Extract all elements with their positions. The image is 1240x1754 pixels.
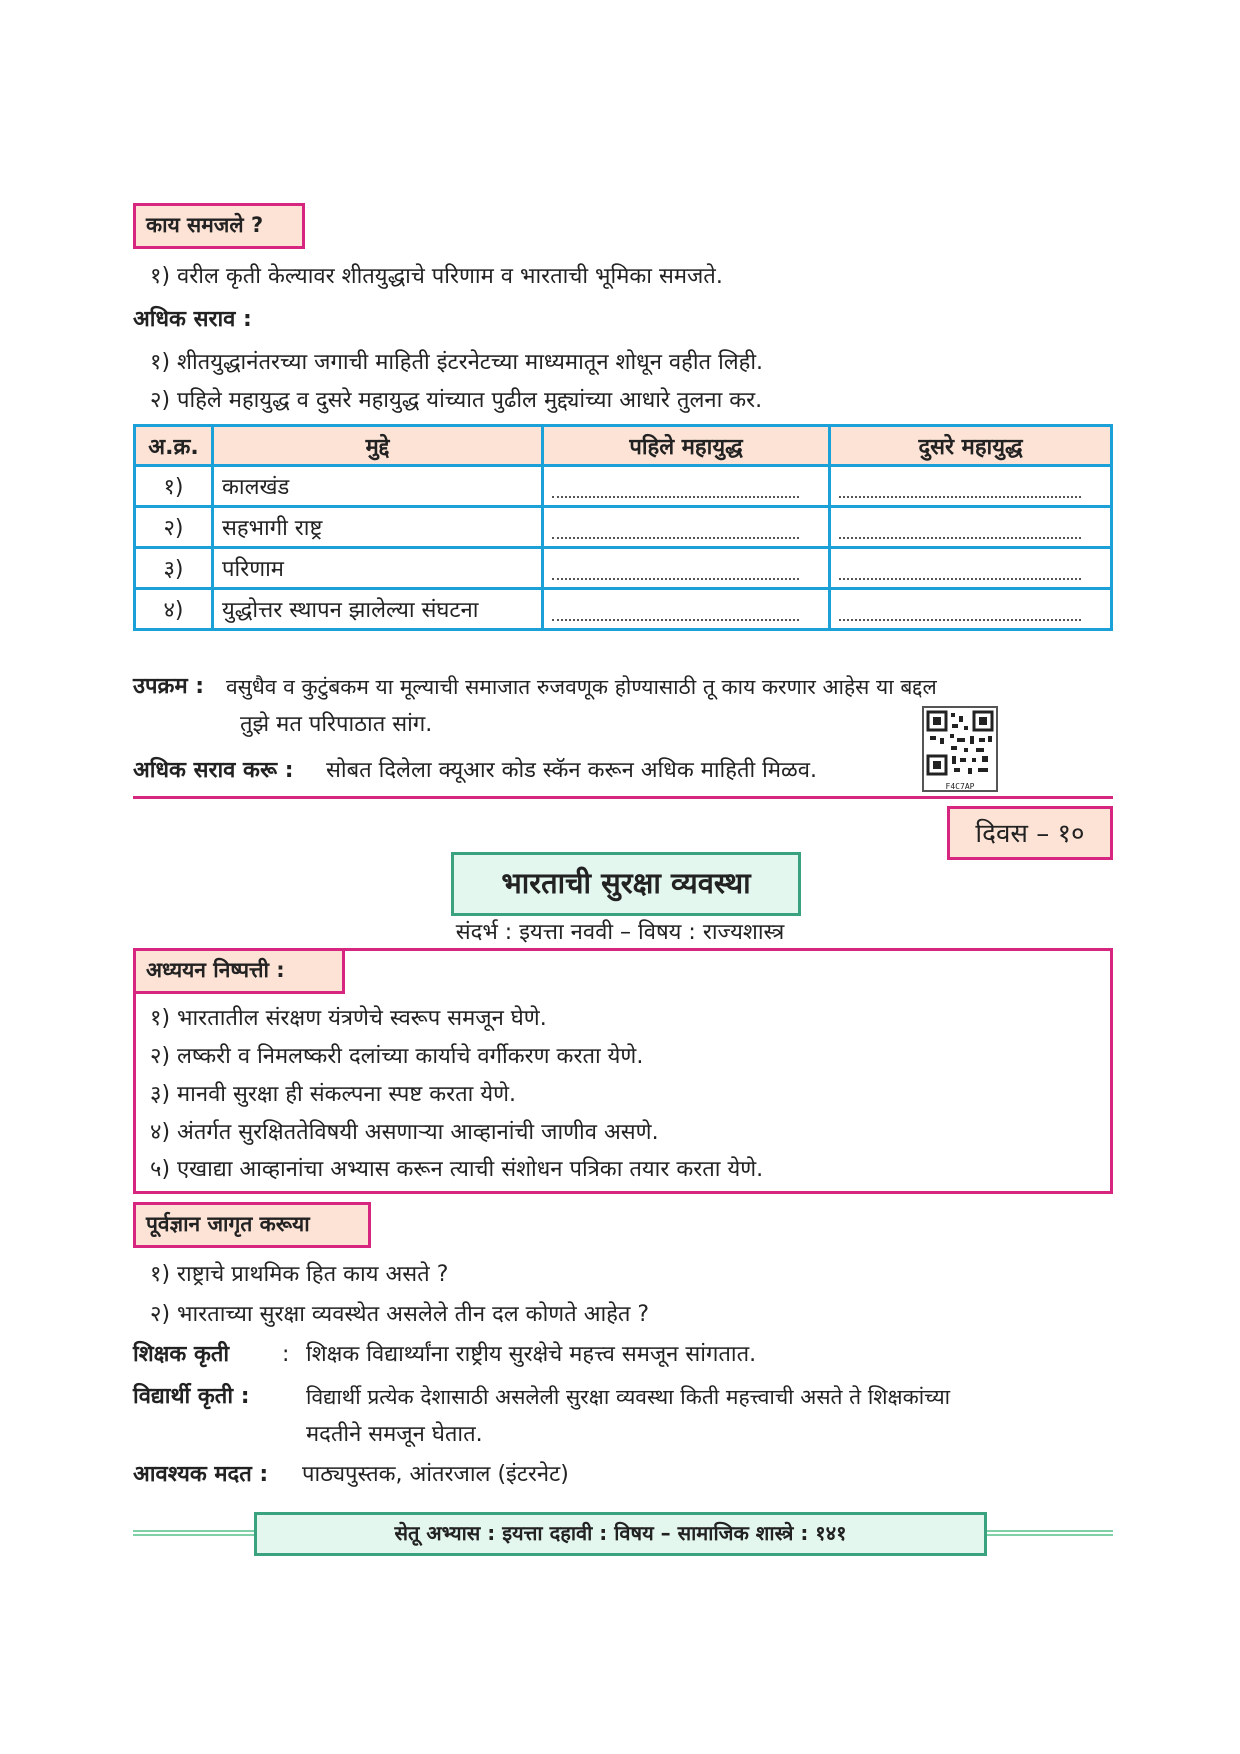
reference: संदर्भ : इयत्ता नववी – विषय : राज्यशास्त्र xyxy=(455,920,785,945)
extra-practice-heading: अधिक सराव : xyxy=(133,307,252,332)
blank-answer xyxy=(830,548,1112,589)
understood-heading: काय समजले ? xyxy=(133,203,305,249)
table-row xyxy=(135,507,1112,548)
table-header: पहिले महायुद्ध xyxy=(543,426,830,466)
activity-line-2: तुझे मत परिपाठात सांग. xyxy=(240,712,433,737)
row-number: ३) xyxy=(135,548,213,589)
row-point: कालखंड xyxy=(213,466,543,507)
row-point: युद्धोत्तर स्थापन झालेल्या संघटना xyxy=(213,589,543,630)
prior-knowledge-item: १) राष्ट्राचे प्राथमिक हित काय असते ? xyxy=(150,1262,449,1287)
resources-label: आवश्यक मदत : xyxy=(133,1462,269,1487)
student-activity-label: विद्यार्थी कृती : xyxy=(133,1384,250,1409)
row-point: परिणाम xyxy=(213,548,543,589)
row-number: ४) xyxy=(135,589,213,630)
outcome-item: १) भारतातील संरक्षण यंत्रणेचे स्वरूप समजून घेणे. xyxy=(150,1006,547,1031)
row-number: २) xyxy=(135,507,213,548)
qr-code-icon xyxy=(924,708,996,778)
activity-label: उपक्रम : xyxy=(133,674,205,699)
qr-code-label: F4C7AP xyxy=(945,782,975,791)
chapter-title: भारताची सुरक्षा व्यवस्था xyxy=(451,852,801,916)
qr-code[interactable] xyxy=(922,706,998,792)
outcome-item: ५) एखाद्या आव्हानांचा अभ्यास करून त्याची संशोधन पत्रिका तयार करता येणे. xyxy=(150,1157,764,1182)
blank-answer xyxy=(543,466,830,507)
prior-knowledge-item: २) भारताच्या सुरक्षा व्यवस्थेत असलेले तीन दल कोणते आहेत ? xyxy=(150,1302,650,1327)
prior-knowledge-heading: पूर्वज्ञान जागृत करूया xyxy=(133,1202,371,1248)
page-footer: सेतू अभ्यास : इयत्ता दहावी : विषय – सामाजिक शास्त्रे : १४१ xyxy=(254,1512,987,1556)
blank-answer xyxy=(543,507,830,548)
outcome-item: २) लष्करी व निमलष्करी दलांच्या कार्याचे वर्गीकरण करता येणे. xyxy=(150,1044,644,1069)
footer-rule-left xyxy=(133,1530,254,1536)
table-header: दुसरे महायुद्ध xyxy=(830,426,1112,466)
table-header-row xyxy=(135,426,1112,466)
day-badge: दिवस – १० xyxy=(947,806,1113,860)
comparison-table xyxy=(133,424,1113,631)
footer-rule-right xyxy=(987,1530,1113,1536)
blank-answer xyxy=(830,466,1112,507)
section-divider xyxy=(133,796,1113,799)
extra-practice-item-2: २) पहिले महायुद्ध व दुसरे महायुद्ध यांच्यात पुढील मुद्द्यांच्या आधारे तुलना कर. xyxy=(150,388,763,413)
learning-outcomes-heading: अध्ययन निष्पत्ती : xyxy=(133,948,345,994)
extra-practice-item-1: १) शीतयुद्धानंतरच्या जगाची माहिती इंटरनेटच्या माध्यमातून शोधून वहीत लिही. xyxy=(150,350,764,375)
blank-answer xyxy=(543,548,830,589)
student-activity-line-1: विद्यार्थी प्रत्येक देशासाठी असलेली सुरक्षा व्यवस्था किती महत्त्वाची असते ते शिक्षकांच्या xyxy=(306,1385,951,1409)
blank-answer xyxy=(830,589,1112,630)
outcome-item: ३) मानवी सुरक्षा ही संकल्पना स्पष्ट करता येणे. xyxy=(150,1082,516,1107)
resources-text: पाठ्यपुस्तक, आंतरजाल (इंटरनेट) xyxy=(302,1462,569,1487)
table-header: मुद्दे xyxy=(213,426,543,466)
table-row xyxy=(135,589,1112,630)
extra-practice-qr-label: अधिक सराव करू : xyxy=(133,758,294,783)
blank-answer xyxy=(830,507,1112,548)
extra-practice-qr-text: सोबत दिलेला क्यूआर कोड स्कॅन करून अधिक माहिती मिळव. xyxy=(326,758,817,783)
table-header: अ.क्र. xyxy=(135,426,213,466)
teacher-activity-label: शिक्षक कृती xyxy=(133,1342,230,1367)
activity-line-1: वसुधैव व कुटुंबकम या मूल्याची समाजात रुजवणूक होण्यासाठी तू काय करणार आहेस या बद्दल xyxy=(226,675,937,699)
table-row xyxy=(135,466,1112,507)
teacher-activity-text: शिक्षक विद्यार्थ्यांना राष्ट्रीय सुरक्षेचे महत्त्व समजून सांगतात. xyxy=(306,1342,757,1367)
outcome-item: ४) अंतर्गत सुरक्षिततेविषयी असणाऱ्या आव्हानांची जाणीव असणे. xyxy=(150,1120,659,1145)
row-point: सहभागी राष्ट्र xyxy=(213,507,543,548)
row-number: १) xyxy=(135,466,213,507)
understood-item: १) वरील कृती केल्यावर शीतयुद्धाचे परिणाम व भारताची भूमिका समजते. xyxy=(150,264,723,289)
blank-answer xyxy=(543,589,830,630)
table-row xyxy=(135,548,1112,589)
student-activity-line-2: मदतीने समजून घेतात. xyxy=(306,1422,483,1447)
teacher-activity-colon: : xyxy=(282,1342,290,1367)
